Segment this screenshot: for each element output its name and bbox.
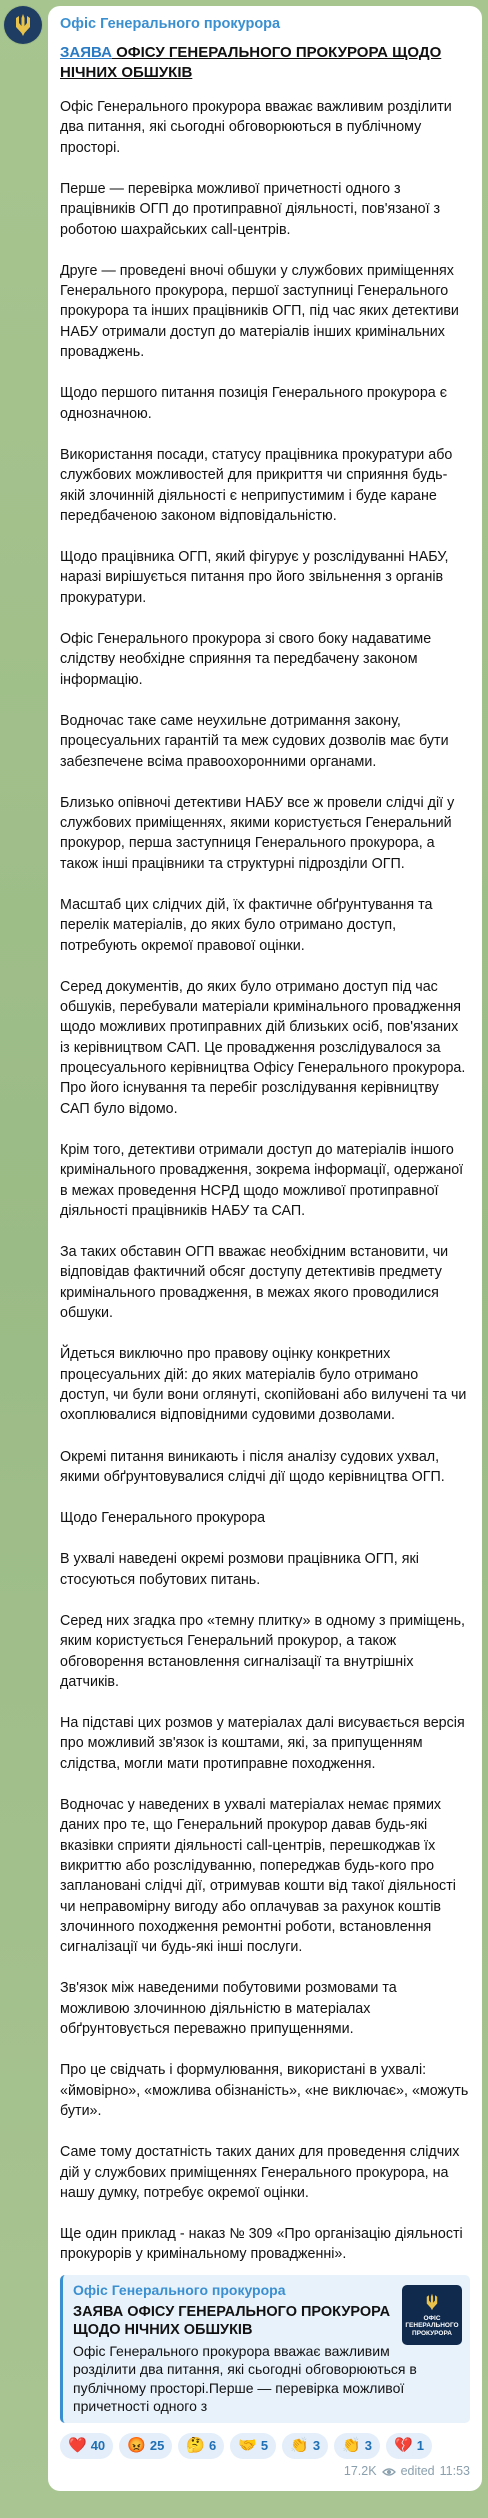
edited-label: edited (400, 2464, 435, 2479)
post-paragraph: Серед документів, до яких було отримано доступ під час обшуків, перебували матеріали кримінального провадження щодо можливих протиправних дій близьких осіб, пов'язаних із керівництвом САП. Це провадження розслідувалося за процесуального керівництва Офісу Генерального прокурора. Про його існування та перебіг розслідування керівництву САП було відомо. (60, 978, 466, 1117)
post-paragraph: Щодо працівника ОГП, який фігурує у розслідуванні НАБУ, наразі вирішується питання про його звільнення з органів прокуратури. (60, 549, 449, 606)
clap-emoji-icon: 👏 (290, 2437, 309, 2455)
post-paragraph: Водночас у наведених в ухвалі матеріалах немає прямих даних про те, що Генеральний прокурор давав будь-які вказівки сприяти діяльності call-центрів, перешкоджав їх викриттю або розслідуванню, попереджав будь-кого про заплановані слідчі дії, отримував кошти від такої діяльності чи неправомірну вигоду або оплачував за рахунок коштів злочинного походження ремонтні роботи, встановлення сигналізації чи будь-які інші послуги. (60, 1797, 456, 1956)
handshake-emoji-icon: 🤝 (238, 2437, 257, 2455)
angry-emoji-icon: 😡 (127, 2437, 146, 2455)
reaction-clap-button[interactable] (282, 2433, 328, 2459)
post-paragraph: Окремі питання виникають і після аналізу судових ухвал, якими обґрунтовувалися слідчі дії щодо керівництва ОГП. (60, 1448, 445, 1485)
post-paragraph: Зв'язок між наведеними побутовими розмовами та можливою злочинною діяльністю в матеріалах обґрунтовується переважно припущеннями. (60, 1980, 397, 2038)
trident-emblem-icon (11, 12, 35, 38)
preview-text: Офіс Генерального прокурора вважає важливим розділити два питання, які сьогодні обговорюються в публічному просторі.Перше — перевірка можливої причетності одного з (73, 2343, 417, 2414)
reaction-count: 3 (312, 2437, 321, 2453)
preview-thumbnail (402, 2285, 462, 2345)
post-paragraph: Щодо Генерального прокурора (60, 1510, 266, 1527)
forwarded-preview[interactable] (60, 2275, 470, 2423)
channel-avatar[interactable] (4, 6, 42, 44)
broken-heart-emoji-icon: 💔 (394, 2437, 413, 2455)
reaction-thinking-button[interactable] (178, 2433, 224, 2459)
post-headline (60, 43, 470, 84)
reaction-handshake-button[interactable] (230, 2433, 276, 2459)
reaction-broken-heart-button[interactable] (386, 2433, 432, 2459)
post-paragraph: Близько опівночі детективи НАБУ все ж провели слідчі дії у службових приміщеннях, якими користується Генеральний прокурор, перша заступниця Генерального прокурора, а також інші працівники та структурні підрозділи ОГП. (60, 794, 455, 872)
thumbnail-label: ОФІС ГЕНЕРАЛЬНОГО ПРОКУРОРА (405, 2315, 459, 2337)
channel-name[interactable]: Офіс Генерального прокурора (60, 16, 281, 32)
preview-title: ЗАЯВА ОФІСУ ГЕНЕРАЛЬНОГО ПРОКУРОРА ЩОДО НІЧНИХ ОБШУКІВ (73, 2303, 391, 2339)
reaction-count: 3 (364, 2437, 372, 2453)
reaction-count: 25 (149, 2437, 165, 2453)
clap-2-emoji-icon: 👏 (342, 2437, 361, 2455)
post-paragraph: Щодо першого питання позиція Генерального прокурора є однозначною. (60, 385, 447, 422)
post-paragraph: Саме тому достатність таких даних для проведення слідчих дій у службових приміщеннях Генерального прокурора, на нашу думку, потребує окремої оцінки. (60, 2144, 460, 2201)
headline-hashtag[interactable]: ЗАЯВА (60, 43, 112, 61)
reaction-heart-button[interactable] (60, 2433, 113, 2459)
eye-icon (382, 2467, 396, 2477)
reaction-count: 5 (260, 2437, 269, 2453)
reaction-count: 1 (416, 2437, 424, 2453)
post-paragraph: Масштаб цих слідчих дій, їх фактичне обґрунтування та перелік матеріалів, до яких було отримано доступ, потребують окремої правової оцінки. (60, 896, 433, 954)
view-count: 17.2K (343, 2464, 377, 2479)
post-paragraph: Йдеться виключно про правову оцінку конкретних процесуальних дій: до яких матеріалів було отримано доступ, чи були вони оглянуті, скопійовані або вилучені та чи охоплювалися відповідними судовими дозволами. (60, 1346, 467, 1424)
post-paragraph: Серед них згадка про «темну плитку» в одному з приміщень, яким користується Генеральний прокурор, а також обговорення встановлення сигналізації та внутрішніх датчиків. (60, 1613, 466, 1690)
post-paragraph: Використання посади, статусу працівника прокуратури або службових можливостей для прикриття чи сприяння будь-якій злочинній діяльності є неприпустимим і буде каране передбаченою законом відповідальністю. (60, 446, 453, 524)
post-paragraph: Про це свідчать і формулювання, використані в ухвалі: «ймовірно», «можлива обізнаність», «не виключає», «можуть бути». (60, 2062, 469, 2119)
thinking-emoji-icon: 🤔 (186, 2437, 205, 2455)
post-paragraph: Ще один приклад - наказ № 309 «Про організацію діяльності прокурорів у кримінальному провадженні». (60, 2226, 463, 2263)
reaction-count: 40 (90, 2437, 106, 2453)
post-paragraph: Перше — перевірка можливої причетності одного з працівників ОГП до протиправної діяльності, пов'язаної з роботою шахрайських call-центрів. (60, 180, 441, 238)
reactions-bar (60, 2433, 470, 2459)
post-paragraph: Друге — проведені вночі обшуки у службових приміщеннях Генерального прокурора, першої заступниці Генерального прокурора та інших працівників ОГП, під час яких детективи НАБУ отримали доступ до матеріалів інших кримінальних проваджень. (60, 262, 459, 361)
post-body (60, 97, 470, 2265)
post-paragraph: В ухвалі наведені окремі розмови працівника ОГП, які стосуються побутових питань. (60, 1551, 419, 1588)
message-bubble (48, 6, 482, 2491)
post-paragraph: Офіс Генерального прокурора зі свого боку надаватиме слідству необхідне сприяння та передбачену законом інформацію. (60, 631, 432, 688)
post-paragraph: На підставі цих розмов у матеріалах далі висувається версія про можливий зв'язок із коштами, які, за припущенням слідства, могли мати протиправне походження. (60, 1715, 465, 1772)
message-time: 11:53 (439, 2464, 470, 2479)
reaction-angry-button[interactable] (119, 2433, 172, 2459)
preview-channel-name: Офіс Генерального прокурора (73, 2281, 286, 2298)
reaction-count: 6 (209, 2437, 217, 2453)
heart-emoji-icon: ❤️ (68, 2437, 87, 2455)
post-paragraph: Офіс Генерального прокурора вважає важливим розділити два питання, які сьогодні обговорюються в публічному просторі. (60, 99, 452, 156)
trident-emblem-icon (423, 2292, 441, 2312)
post-paragraph: Крім того, детективи отримали доступ до матеріалів іншого кримінального провадження, зокрема інформації, одержаної в межах проведення НСРД щодо можливої протиправної діяльності працівників НАБУ та САП. (60, 1141, 464, 1219)
reaction-clap-2-button[interactable] (334, 2433, 380, 2459)
post-paragraph: Водночас таке саме неухильне дотримання закону, процесуальних гарантій та меж судових дозволів має бути забезпечене всіма правоохоронними органами. (60, 712, 449, 770)
message-meta (60, 2463, 470, 2481)
headline-text: ОФІСУ ГЕНЕРАЛЬНОГО ПРОКУРОРА ЩОДО НІЧНИХ ОБШУКІВ (60, 43, 442, 81)
post-paragraph: За таких обставин ОГП вважає необхідним встановити, чи відповідав фактичний обсяг доступу детективів предмету кримінального провадження, в межах якого проводилися обшуки. (60, 1244, 449, 1322)
